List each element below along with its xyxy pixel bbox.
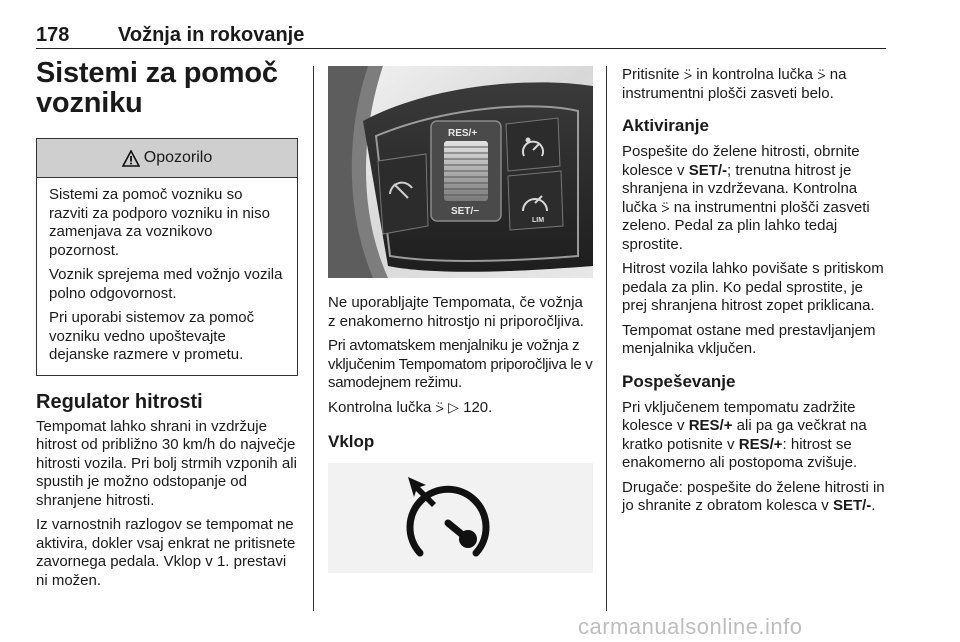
heading-aktiviranje: Aktiviranje bbox=[622, 116, 709, 135]
set-label: SET/− bbox=[451, 206, 480, 217]
warning-triangle-icon bbox=[122, 150, 140, 167]
warning-paragraph: Voznik sprejema med vožnjo vozila polno odgovornost. bbox=[49, 266, 283, 302]
body-paragraph: Pri avtomatskem menjalniku je vožnja z vključenim Tempomatom priporočljiva le v samodejnem režimu. bbox=[328, 337, 593, 391]
page-number: 178 bbox=[36, 24, 70, 46]
body-paragraph: Drugače: pospešite do želene hitrosti in jo shranite z obratom kolesca v SET/-. bbox=[622, 478, 885, 514]
body-paragraph: Tempomat ostane med prestavljanjem menjalnika vključen. bbox=[622, 321, 876, 357]
page-reference-icon: ▷ bbox=[448, 399, 459, 416]
section-title: Sistemi za pomoč vozniku bbox=[36, 57, 278, 119]
warning-paragraph: Pri uporabi sistemov za pomoč vozniku vedno upoštevajte dejanske razmere v prometu. bbox=[49, 309, 255, 363]
cruise-control-icon: ⍩ bbox=[817, 67, 826, 83]
watermark: carmanualsonline.info bbox=[578, 614, 803, 639]
heading-pospesevanje: Pospeševanje bbox=[622, 371, 736, 391]
body-paragraph: Pri vključenem tempomatu zadržite kolesce v RES/+ ali pa ga večkrat na kratko potisnite v RES/+: hitrost se enakomerno ali postopoma zvišuje. bbox=[622, 398, 867, 471]
page-header bbox=[36, 22, 886, 49]
body-paragraph: Pritisnite ⍩ in kontrolna lučka ⍩ na instrumentni plošči zasveti belo. bbox=[622, 66, 847, 102]
body-paragraph: Pospešite do želene hitrosti, obrnite kolesce v SET/-; trenutna hitrost je shranjena in vzdrževana. Kontrolna lučka ⍩ na instrumentni plošči zasveti zeleno. Pedal za plin lahko tedaj sprostite. bbox=[622, 143, 870, 253]
column-divider bbox=[606, 66, 607, 611]
body-paragraph: Kontrolna lučka ⍩ ▷ 120. bbox=[328, 398, 493, 416]
cruise-control-icon: ⍩ bbox=[683, 67, 693, 83]
steering-wheel-controls-photo bbox=[328, 66, 593, 278]
body-paragraph: Iz varnostnih razlogov se tempomat ne aktivira, dokler vsaj enkrat ne pritisnete zavornega pedala. Vklop v 1. prestavi ni možen. bbox=[36, 516, 296, 589]
column-right bbox=[622, 66, 890, 522]
running-title: Vožnja in rokovanje bbox=[118, 24, 305, 46]
subsection-title: Regulator hitrosti bbox=[36, 390, 203, 413]
body-paragraph: Ne uporabljajte Tempomata, če vožnja z enakomerno hitrostjo ni priporočljiva. bbox=[328, 294, 584, 330]
warning-title: Opozorilo bbox=[143, 149, 213, 166]
column-left bbox=[36, 58, 298, 596]
cruise-control-icon: ⍩ bbox=[435, 399, 444, 416]
body-paragraph: Tempomat lahko shrani in vzdržuje hitrost od približno 30 km/h do največje hitrosti vozila. Pri bolj strmih vzponih ali spustih je možno odstopanje od shranjene hitrosti. bbox=[36, 417, 297, 509]
warning-box bbox=[36, 138, 298, 376]
cruise-control-icon bbox=[328, 463, 593, 573]
warning-paragraph: Sistemi za pomoč vozniku so razviti za podporo vozniku in niso zamenjava za voznikovo pozornost. bbox=[49, 186, 270, 259]
column-middle bbox=[328, 66, 593, 573]
warning-body bbox=[37, 178, 297, 375]
column-divider bbox=[313, 66, 314, 611]
body-paragraph: Hitrost vozila lahko povišate s pritiskom pedala za plin. Ko pedal sprostite, je prej shranjena hitrost zopet priklicana. bbox=[622, 260, 884, 314]
lim-label: LIM bbox=[532, 217, 545, 224]
cruise-control-icon: ⍩ bbox=[661, 199, 670, 216]
heading-vklop: Vklop bbox=[328, 432, 375, 451]
res-label: RES/+ bbox=[448, 128, 478, 139]
warning-header bbox=[37, 139, 297, 178]
